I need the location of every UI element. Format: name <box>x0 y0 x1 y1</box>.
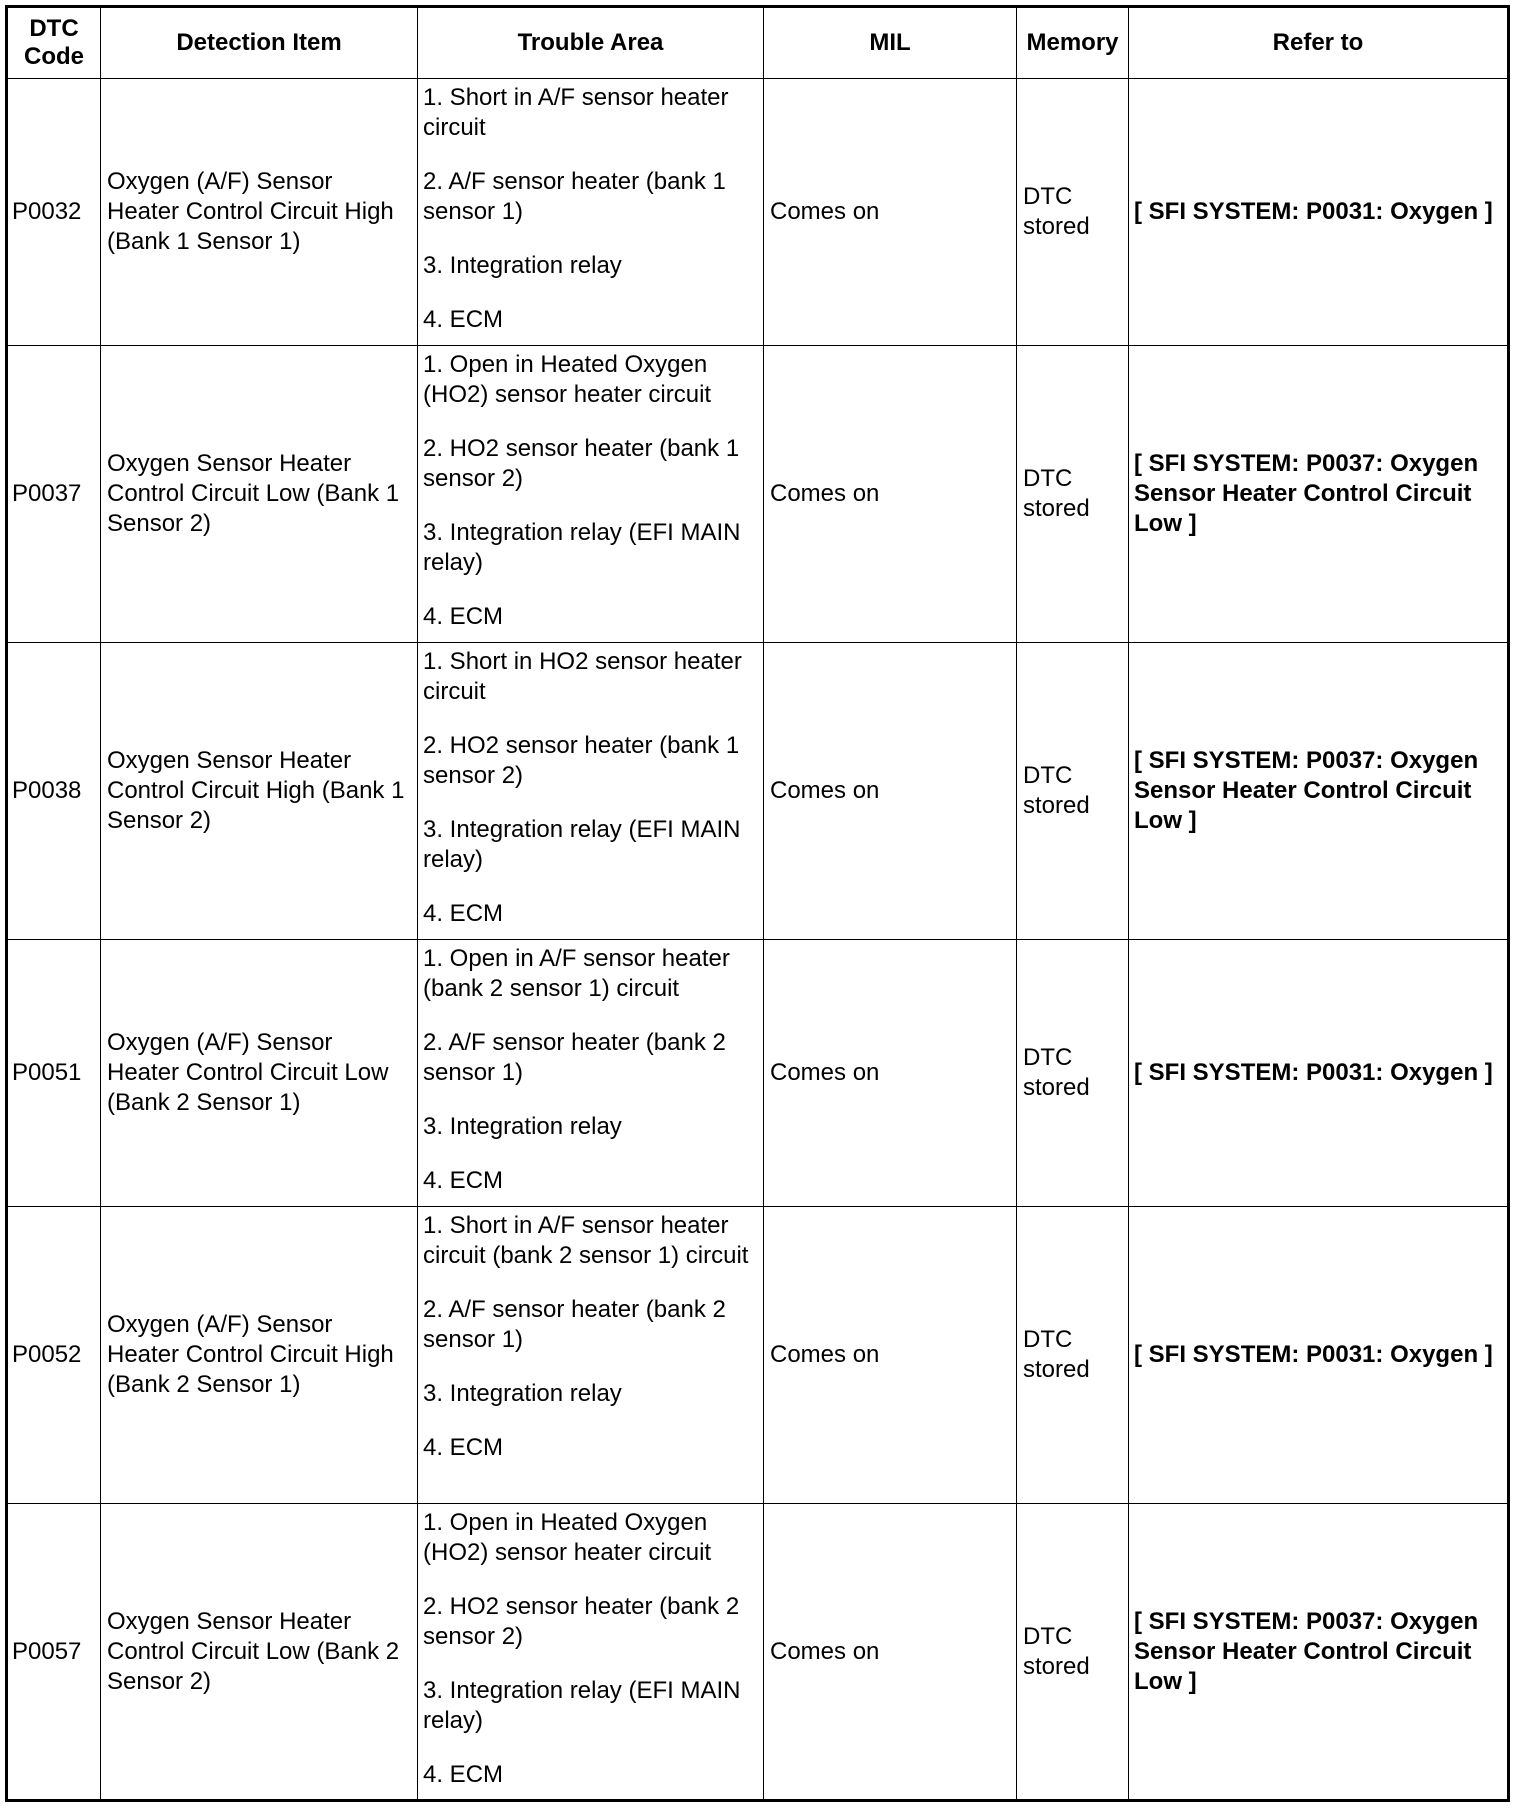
detection-item: Oxygen Sensor Heater Control Circuit Low (Bank 2 Sensor 2) <box>101 1504 418 1801</box>
trouble-area-item: 3. Integration relay <box>423 1113 622 1140</box>
trouble-area <box>418 1504 764 1801</box>
trouble-area-item: 1. Open in Heated Oxygen (HO2) sensor heater circuit <box>423 351 712 408</box>
dtc-code: P0032 <box>7 79 101 346</box>
mil-status: Comes on <box>764 1207 1017 1504</box>
header-memory: Memory <box>1017 7 1129 79</box>
trouble-area-item: 3. Integration relay (EFI MAIN relay) <box>423 816 741 873</box>
refer-to-link[interactable]: [ SFI SYSTEM: P0037: Oxygen Sensor Heater Control Circuit Low ] <box>1129 643 1509 940</box>
refer-to-link[interactable]: [ SFI SYSTEM: P0031: Oxygen ] <box>1129 940 1509 1207</box>
trouble-area <box>418 643 764 940</box>
detection-item: Oxygen (A/F) Sensor Heater Control Circuit High (Bank 1 Sensor 1) <box>101 79 418 346</box>
dtc-code: P0052 <box>7 1207 101 1504</box>
detection-item: Oxygen (A/F) Sensor Heater Control Circuit High (Bank 2 Sensor 1) <box>101 1207 418 1504</box>
trouble-area-item: 4. ECM <box>423 900 504 927</box>
dtc-code: P0057 <box>7 1504 101 1801</box>
table-row <box>7 643 1509 940</box>
dtc-code: P0051 <box>7 940 101 1207</box>
trouble-area-item: 2. A/F sensor heater (bank 1 sensor 1) <box>423 168 726 225</box>
mil-status: Comes on <box>764 346 1017 643</box>
trouble-area-item: 1. Short in A/F sensor heater circuit (bank 2 sensor 1) circuit <box>423 1212 749 1269</box>
memory-status: DTC stored <box>1017 940 1129 1207</box>
trouble-area-item: 1. Short in HO2 sensor heater circuit <box>423 648 742 705</box>
refer-to-link[interactable]: [ SFI SYSTEM: P0031: Oxygen ] <box>1129 79 1509 346</box>
trouble-area-item: 2. HO2 sensor heater (bank 1 sensor 2) <box>423 732 740 789</box>
trouble-area <box>418 346 764 643</box>
memory-status: DTC stored <box>1017 1504 1129 1801</box>
mil-status: Comes on <box>764 643 1017 940</box>
table-row <box>7 940 1509 1207</box>
dtc-code: P0038 <box>7 643 101 940</box>
trouble-area-item: 2. A/F sensor heater (bank 2 sensor 1) <box>423 1296 726 1353</box>
detection-item: Oxygen Sensor Heater Control Circuit Low (Bank 1 Sensor 2) <box>101 346 418 643</box>
memory-status: DTC stored <box>1017 79 1129 346</box>
trouble-area-item: 2. HO2 sensor heater (bank 2 sensor 2) <box>423 1593 740 1650</box>
trouble-area-item: 2. A/F sensor heater (bank 2 sensor 1) <box>423 1029 726 1086</box>
memory-status: DTC stored <box>1017 643 1129 940</box>
dtc-table <box>5 5 1510 1802</box>
trouble-area-item: 3. Integration relay <box>423 252 622 279</box>
dtc-code: P0037 <box>7 346 101 643</box>
header-mil: MIL <box>764 7 1017 79</box>
trouble-area <box>418 1207 764 1504</box>
header-dtc-code: DTC Code <box>7 7 101 79</box>
trouble-area <box>418 79 764 346</box>
detection-item: Oxygen Sensor Heater Control Circuit High (Bank 1 Sensor 2) <box>101 643 418 940</box>
table-row <box>7 1504 1509 1801</box>
trouble-area-item: 1. Short in A/F sensor heater circuit <box>423 84 729 141</box>
header-detection-item: Detection Item <box>101 7 418 79</box>
header-trouble-area: Trouble Area <box>418 7 764 79</box>
memory-status: DTC stored <box>1017 346 1129 643</box>
table-header-row <box>7 7 1509 79</box>
trouble-area-item: 4. ECM <box>423 306 504 333</box>
mil-status: Comes on <box>764 1504 1017 1801</box>
refer-to-link[interactable]: [ SFI SYSTEM: P0037: Oxygen Sensor Heater Control Circuit Low ] <box>1129 1504 1509 1801</box>
refer-to-link[interactable]: [ SFI SYSTEM: P0037: Oxygen Sensor Heater Control Circuit Low ] <box>1129 346 1509 643</box>
trouble-area-item: 1. Open in Heated Oxygen (HO2) sensor heater circuit <box>423 1509 712 1566</box>
trouble-area-item: 3. Integration relay <box>423 1380 622 1407</box>
table-row <box>7 1207 1509 1504</box>
detection-item: Oxygen (A/F) Sensor Heater Control Circuit Low (Bank 2 Sensor 1) <box>101 940 418 1207</box>
memory-status: DTC stored <box>1017 1207 1129 1504</box>
trouble-area-item: 4. ECM <box>423 603 504 630</box>
trouble-area-item: 2. HO2 sensor heater (bank 1 sensor 2) <box>423 435 740 492</box>
refer-to-link[interactable]: [ SFI SYSTEM: P0031: Oxygen ] <box>1129 1207 1509 1504</box>
header-refer-to: Refer to <box>1129 7 1509 79</box>
trouble-area-item: 4. ECM <box>423 1167 504 1194</box>
mil-status: Comes on <box>764 940 1017 1207</box>
mil-status: Comes on <box>764 79 1017 346</box>
trouble-area-item: 3. Integration relay (EFI MAIN relay) <box>423 1677 741 1734</box>
trouble-area-item: 1. Open in A/F sensor heater (bank 2 sensor 1) circuit <box>423 945 730 1002</box>
trouble-area-item: 4. ECM <box>423 1434 504 1461</box>
trouble-area-item: 4. ECM <box>423 1761 504 1788</box>
trouble-area <box>418 940 764 1207</box>
trouble-area-item: 3. Integration relay (EFI MAIN relay) <box>423 519 741 576</box>
table-row <box>7 346 1509 643</box>
table-row <box>7 79 1509 346</box>
